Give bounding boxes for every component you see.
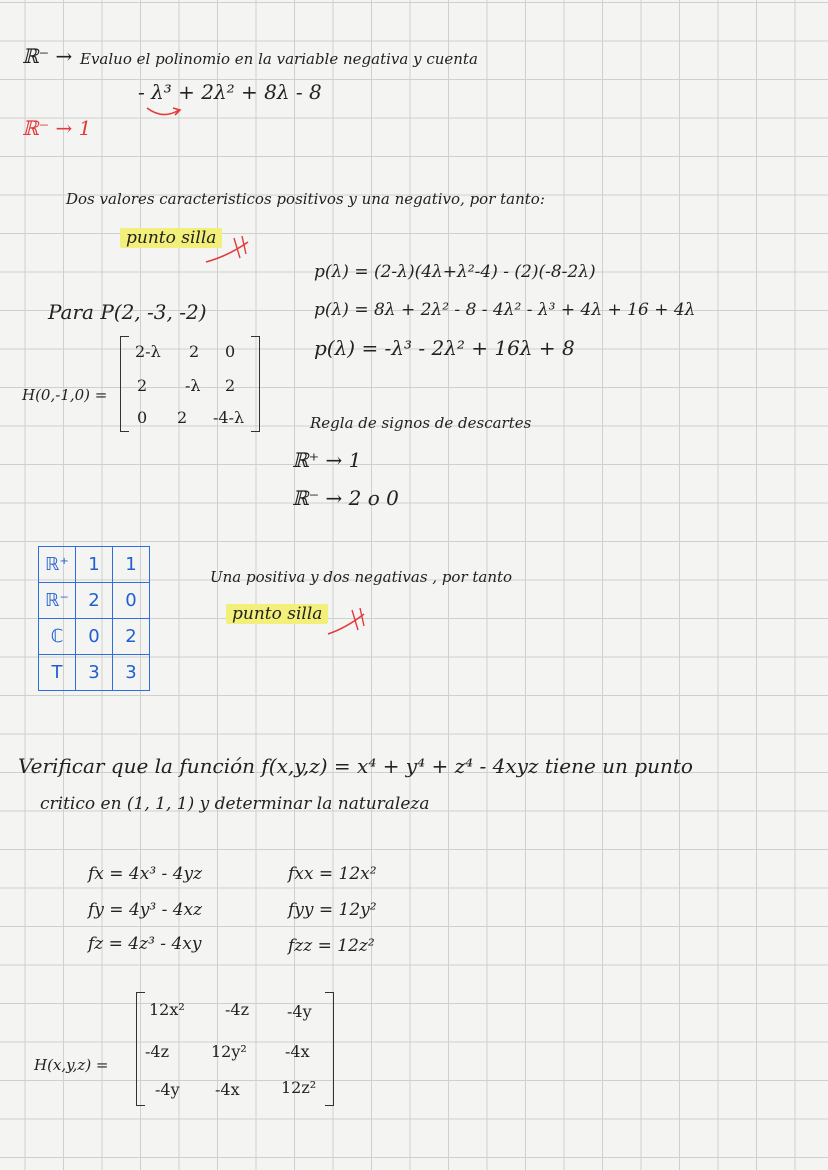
table-cell: 2: [76, 583, 113, 619]
problem-statement-line1: Verificar que la función f(x,y,z) = x⁴ + y⁴ + z⁴ - 4xyz tiene un punto: [18, 754, 693, 778]
table-cell: 1: [113, 547, 150, 583]
table-cell: 0: [113, 583, 150, 619]
matrix-cell: 2: [225, 376, 236, 395]
matrix-cell: -4z: [145, 1042, 170, 1061]
curved-arrow-icon: [145, 100, 185, 120]
check-mark-icon: [324, 606, 368, 640]
table-cell: ℝ⁻: [39, 583, 76, 619]
conclusion-text-1: Dos valores caracteristicos positivos y una negativo, por tanto:: [66, 190, 545, 208]
table-cell: T: [39, 655, 76, 691]
matrix-cell: 0: [137, 408, 148, 427]
conclusion-text-2: Una positiva y dos negativas , por tanto: [210, 568, 513, 586]
r-minus-label: ℝ⁻ →: [22, 44, 73, 68]
matrix-cell: 2: [189, 342, 200, 361]
problem-statement-line2: critico en (1, 1, 1) y determinar la naturaleza: [40, 794, 430, 814]
table-row: [39, 619, 150, 655]
table-cell: 0: [76, 619, 113, 655]
sign-table: [38, 546, 150, 691]
hessian-label-2: H(x,y,z) =: [34, 1056, 109, 1074]
table-cell: 3: [76, 655, 113, 691]
critical-point-label: Para P(2, -3, -2): [48, 300, 207, 324]
hessian-matrix-1: [120, 336, 260, 432]
matrix-cell: -4y: [287, 1002, 312, 1021]
matrix-cell: 12z²: [281, 1078, 317, 1097]
hessian-matrix-2: [136, 992, 334, 1106]
matrix-cell: 12y²: [211, 1042, 247, 1061]
matrix-cell: 0: [225, 342, 236, 361]
matrix-cell: -4y: [155, 1080, 180, 1099]
table-cell: 3: [113, 655, 150, 691]
second-partial-fzz: fzz = 12z²: [288, 936, 375, 956]
matrix-cell: -4z: [225, 1000, 250, 1019]
second-partial-fxx: fxx = 12x²: [288, 864, 377, 884]
second-partial-fyy: fyy = 12y²: [288, 900, 377, 920]
negative-polynomial: - λ³ + 2λ² + 8λ - 8: [138, 80, 322, 104]
partial-fy: fy = 4y³ - 4xz: [88, 900, 203, 920]
matrix-cell: 12x²: [149, 1000, 185, 1019]
hessian-label-1: H(0,-1,0) =: [22, 386, 108, 404]
table-row: [39, 655, 150, 691]
instruction-text: Evaluo el polinomio en la variable negativa y cuenta: [80, 50, 478, 68]
table-cell: ℝ⁺: [39, 547, 76, 583]
characteristic-poly-1: p(λ) = (2-λ)(4λ+λ²-4) - (2)(-8-2λ): [314, 262, 596, 282]
descartes-rule-label: Regla de signos de descartes: [310, 414, 532, 432]
check-mark-icon: [200, 232, 252, 268]
positive-root-count: ℝ⁺ → 1: [292, 448, 362, 472]
characteristic-poly-3: p(λ) = -λ³ - 2λ² + 16λ + 8: [314, 336, 575, 360]
partial-fz: fz = 4z³ - 4xy: [88, 934, 202, 954]
characteristic-poly-2: p(λ) = 8λ + 2λ² - 8 - 4λ² - λ³ + 4λ + 16 + 4λ: [314, 300, 696, 320]
saddle-point-highlight-1: punto silla: [120, 228, 222, 248]
matrix-cell: -4x: [215, 1080, 240, 1099]
negative-root-count: ℝ⁻ → 1: [22, 116, 92, 140]
table-row: [39, 547, 150, 583]
matrix-cell: 2: [137, 376, 148, 395]
negative-root-count-2: ℝ⁻ → 2 o 0: [292, 486, 399, 510]
matrix-cell: 2: [177, 408, 188, 427]
matrix-cell: -4x: [285, 1042, 310, 1061]
table-cell: 2: [113, 619, 150, 655]
saddle-point-highlight-2: punto silla: [226, 604, 328, 624]
matrix-cell: 2-λ: [135, 342, 161, 361]
matrix-cell: -4-λ: [213, 408, 245, 427]
table-row: [39, 583, 150, 619]
matrix-cell: -λ: [185, 376, 201, 395]
table-cell: ℂ: [39, 619, 76, 655]
partial-fx: fx = 4x³ - 4yz: [88, 864, 203, 884]
table-cell: 1: [76, 547, 113, 583]
